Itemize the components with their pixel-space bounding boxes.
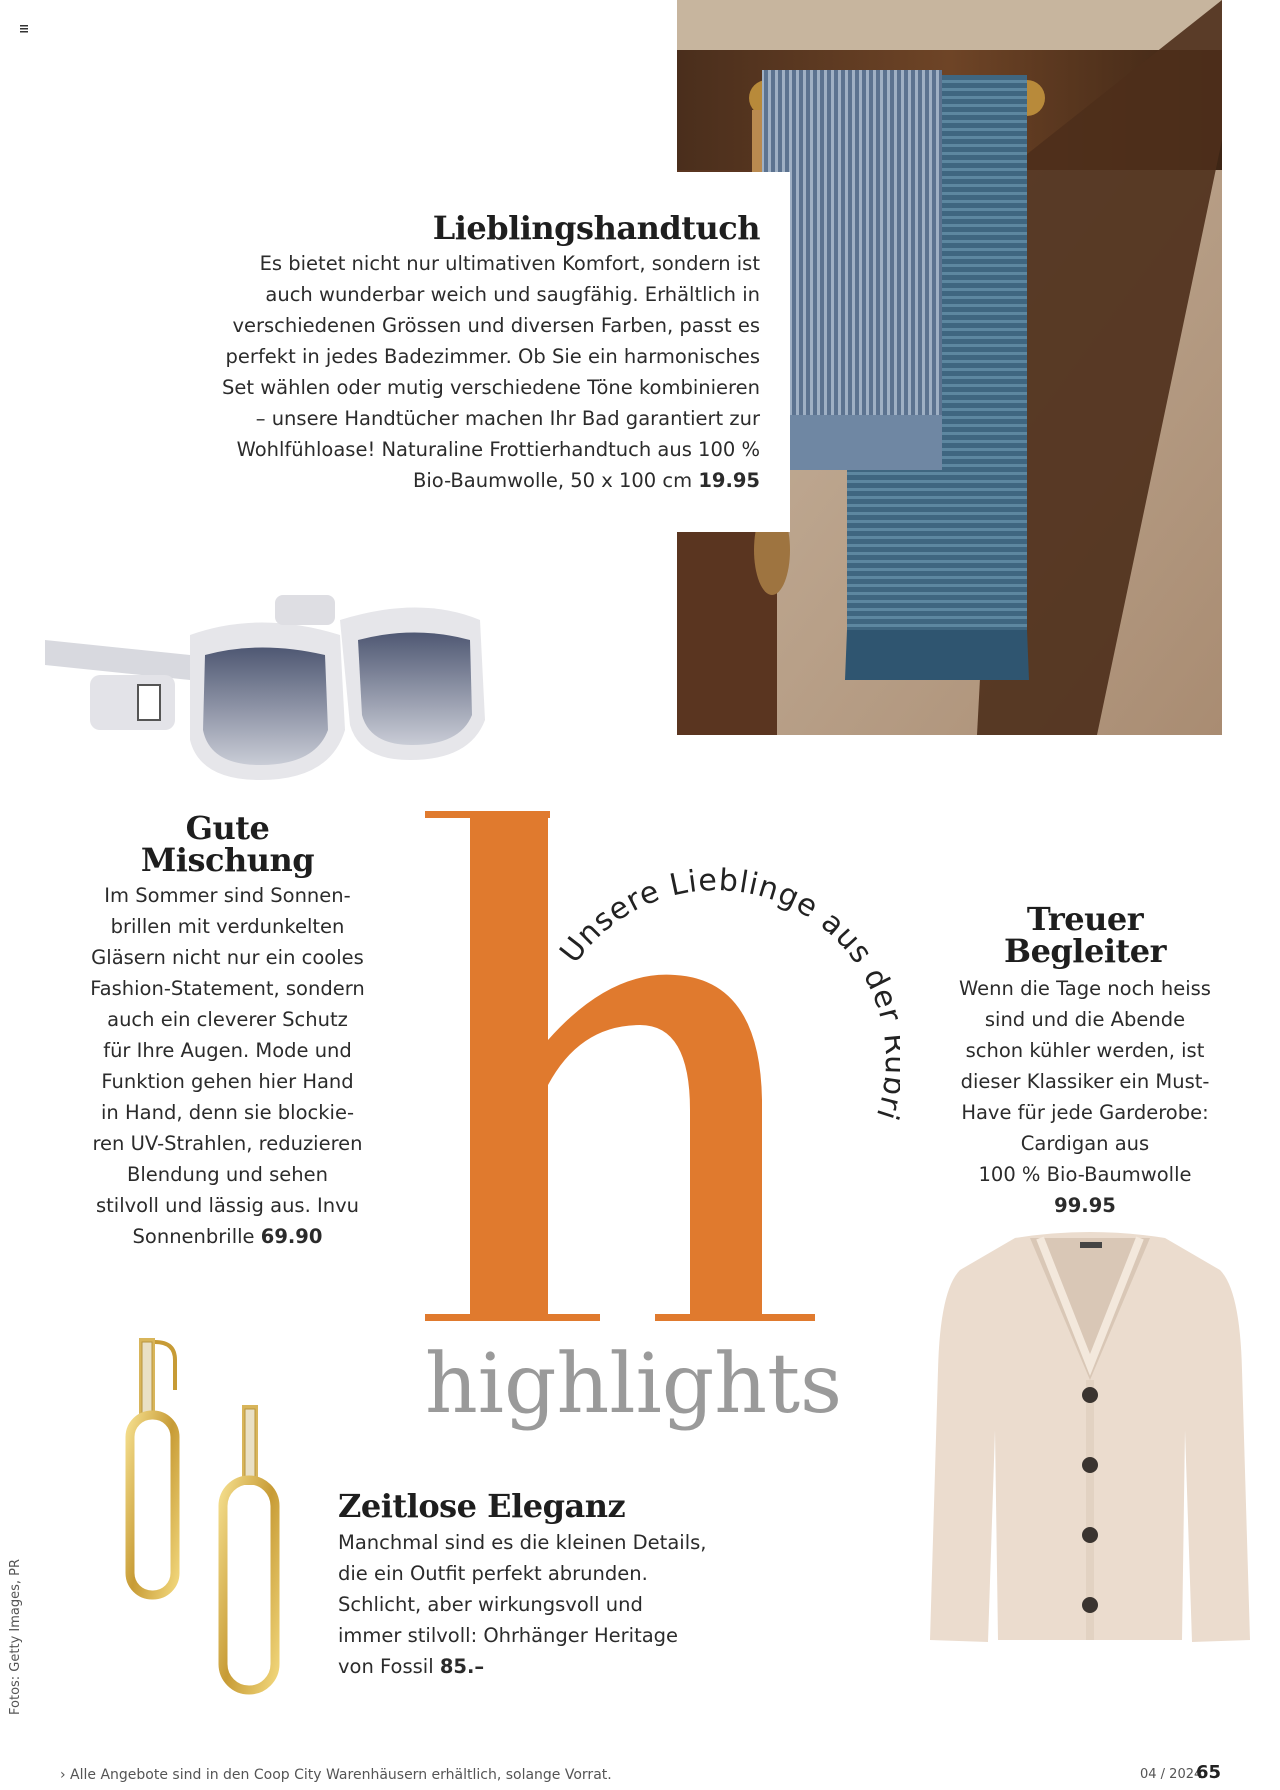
sunglasses-line: in Hand, denn sie blockie- xyxy=(101,1101,354,1124)
footer-note: › Alle Angebote sind in den Coop City Warenhäusern erhältlich, solange Vorrat. xyxy=(60,1767,612,1783)
towel-line: perfekt in jedes Badezimmer. Ob Sie ein harmonisches xyxy=(225,345,760,368)
earrings-image xyxy=(115,1330,325,1710)
cardigan-line: 100 % Bio-Baumwolle xyxy=(978,1163,1192,1186)
sunglasses-description xyxy=(70,880,385,1252)
towel-price: 19.95 xyxy=(698,469,760,492)
cardigan-description xyxy=(940,973,1230,1221)
earrings-price: 85.– xyxy=(439,1655,485,1678)
sunglasses-line: Gläsern nicht nur ein cooles xyxy=(91,946,364,969)
sunglasses-price: 69.90 xyxy=(260,1225,323,1248)
sunglasses-heading-line: Mischung xyxy=(140,841,315,879)
cardigan-heading xyxy=(940,900,1230,970)
sunglasses-line: Sonnenbrille xyxy=(132,1225,255,1248)
earrings-line: Schlicht, aber wirkungsvoll und xyxy=(338,1593,643,1616)
issue-number: 04 / 2024 xyxy=(1140,1767,1203,1782)
page-number: 65 xyxy=(1196,1762,1222,1783)
towel-price-line xyxy=(160,465,760,496)
cardigan-line: sind und die Abende xyxy=(984,1008,1186,1031)
sunglasses-line: stilvoll und lässig aus. Invu xyxy=(96,1194,359,1217)
sunglasses-line: für Ihre Augen. Mode und xyxy=(103,1039,352,1062)
cardigan-price: 99.95 xyxy=(1054,1194,1116,1217)
sunglasses-line: Funktion gehen hier Hand xyxy=(101,1070,354,1093)
cardigan-line: Wenn die Tage noch heiss xyxy=(959,977,1211,1000)
towel-description xyxy=(160,248,760,496)
cardigan-line: schon kühler werden, ist xyxy=(965,1039,1205,1062)
earrings-price-line xyxy=(338,1651,758,1682)
h-letter-arch xyxy=(548,975,762,1321)
towel-heading: Lieblingshandtuch xyxy=(432,209,760,247)
menu-icon[interactable] xyxy=(20,18,28,27)
sunglasses-price-line xyxy=(70,1221,385,1252)
cardigan-image xyxy=(920,1230,1260,1650)
earrings-line: von Fossil xyxy=(338,1655,434,1678)
towel-line: Es bietet nicht nur ultimativen Komfort, sondern ist xyxy=(259,252,760,275)
earrings-heading: Zeitlose Eleganz xyxy=(338,1487,626,1525)
cardigan-line: Have für jede Garderobe: xyxy=(961,1101,1209,1124)
cardigan-heading-line: Begleiter xyxy=(1004,932,1166,970)
photo-credit: Fotos: Getty Images, PR xyxy=(8,1558,23,1715)
towel-line: Wohlfühloase! Naturaline Frottierhandtuch aus 100 % xyxy=(236,438,760,461)
towel-line: – unsere Handtücher machen Ihr Bad garantiert zur xyxy=(255,407,760,430)
cardigan-heading-line: Treuer xyxy=(1026,900,1144,938)
sunglasses-line: ren UV-Strahlen, reduzieren xyxy=(92,1132,363,1155)
sunglasses-line: Fashion-Statement, sondern xyxy=(90,977,365,1000)
sunglasses-image xyxy=(40,580,490,795)
earrings-line: immer stilvoll: Ohrhänger Heritage xyxy=(338,1624,679,1647)
towel-line: Bio-Baumwolle, 50 x 100 cm xyxy=(413,469,693,492)
earrings-description xyxy=(338,1527,758,1682)
towel-line: Set wählen oder mutig verschiedene Töne kombinieren xyxy=(222,376,760,399)
sunglasses-line: Im Sommer sind Sonnen- xyxy=(104,884,351,907)
earrings-line: die ein Outfit perfekt abrunden. xyxy=(338,1562,648,1585)
sunglasses-heading-line: Gute xyxy=(185,809,270,847)
towel-line: verschiedenen Grössen und diversen Farben, passt es xyxy=(232,314,760,337)
cardigan-line: dieser Klassiker ein Must- xyxy=(960,1070,1210,1093)
sunglasses-line: Blendung und sehen xyxy=(127,1163,328,1186)
towel-text-panel xyxy=(0,172,790,532)
sunglasses-line: brillen mit verdunkelten xyxy=(110,915,345,938)
earrings-line: Manchmal sind es die kleinen Details, xyxy=(338,1531,707,1554)
towel-line: auch wunderbar weich und saugfähig. Erhältlich in xyxy=(265,283,760,306)
cardigan-line: Cardigan aus xyxy=(1020,1132,1150,1155)
arc-caption: Unsere Lieblinge aus d xyxy=(553,862,897,997)
highlights-logo xyxy=(400,800,900,1450)
sunglasses-line: auch ein cleverer Schutz xyxy=(107,1008,348,1031)
h-letter-stem xyxy=(470,811,548,1321)
highlights-word: highlights xyxy=(425,1337,843,1432)
sunglasses-heading xyxy=(70,809,385,879)
